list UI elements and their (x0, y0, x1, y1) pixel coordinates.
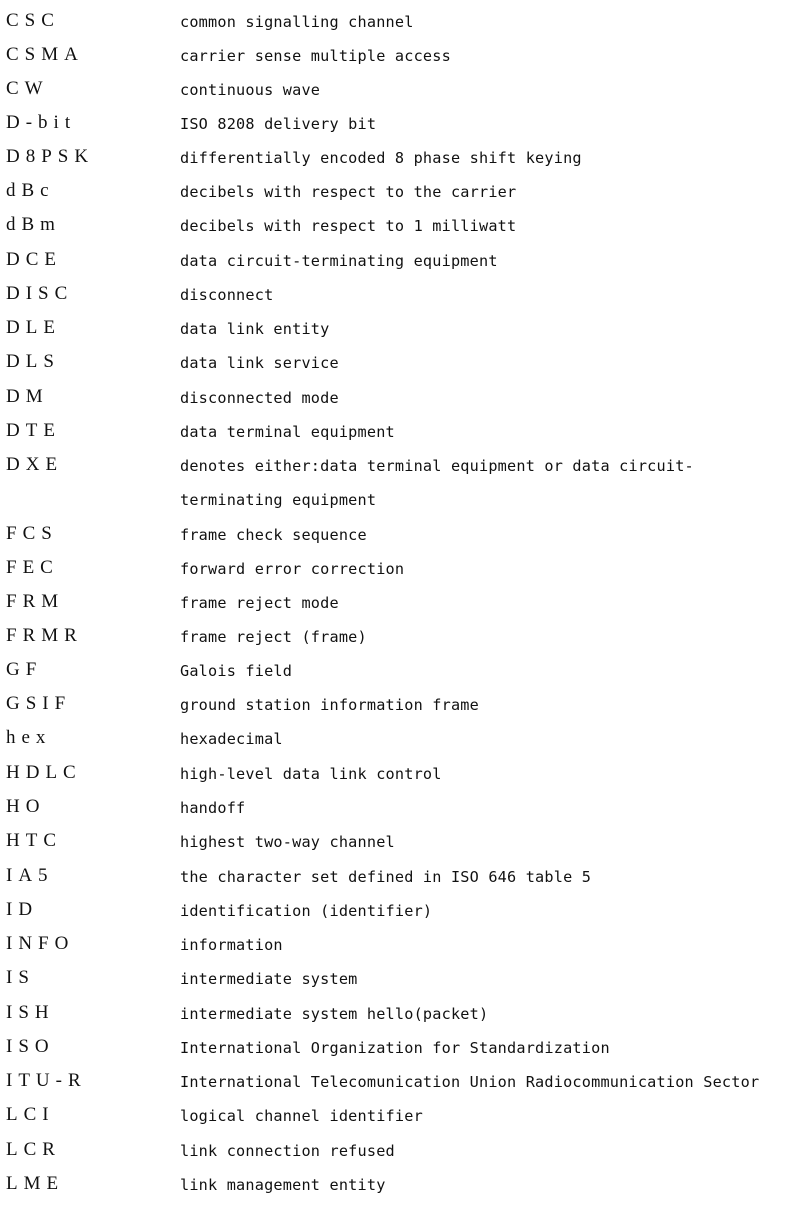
abbreviation: CSMA (6, 44, 84, 65)
definition: Galois field (180, 662, 293, 680)
definition: handoff (180, 799, 246, 817)
definition: the character set defined in ISO 646 table 5 (180, 868, 592, 886)
list-item (0, 454, 807, 522)
abbreviation: LME (6, 1173, 65, 1194)
definition: disconnect (180, 286, 274, 304)
abbreviation: CSC (6, 10, 60, 31)
definition: link connection refused (180, 1142, 395, 1160)
abbreviation: HDLC (6, 762, 82, 783)
definition: differentially encoded 8 phase shift keying (180, 149, 582, 167)
definition: decibels with respect to 1 milliwatt (180, 217, 517, 235)
definition: identification (identifier) (180, 902, 433, 920)
abbreviation: DM (6, 386, 49, 407)
definition: data link entity (180, 320, 330, 338)
definition: frame reject (frame) (180, 628, 367, 646)
definition: data link service (180, 354, 339, 372)
abbreviation: FRM (6, 591, 65, 612)
definition: highest two-way channel (180, 833, 395, 851)
list-item (0, 1104, 807, 1138)
abbreviation: FCS (6, 523, 58, 544)
abbreviation: DCE (6, 249, 62, 270)
definition: ISO 8208 delivery bit (180, 115, 377, 133)
abbreviation: GSIF (6, 693, 72, 714)
definition: frame reject mode (180, 594, 339, 612)
definition: denotes either:data terminal equipment or data circuit- terminating equipment (180, 457, 694, 509)
abbreviation: ISH (6, 1002, 55, 1023)
abbreviation: dBm (6, 214, 61, 235)
abbreviation: DLS (6, 351, 60, 372)
definition: carrier sense multiple access (180, 47, 451, 65)
abbreviation: DTE (6, 420, 61, 441)
list-item (0, 967, 807, 1001)
abbreviation: CW (6, 78, 49, 99)
definition: link management entity (180, 1176, 386, 1194)
abbreviation: FRMR (6, 625, 83, 646)
definition: common signalling channel (180, 13, 414, 31)
abbreviation: DLE (6, 317, 61, 338)
abbreviation: IS (6, 967, 35, 988)
abbreviation: INFO (6, 933, 75, 954)
abbreviation: ID (6, 899, 39, 920)
list-item (0, 727, 807, 761)
abbreviation: ISO (6, 1036, 55, 1057)
list-item (0, 214, 807, 248)
list-item (0, 351, 807, 385)
definition: high-level data link control (180, 765, 442, 783)
definition: intermediate system hello(packet) (180, 1005, 489, 1023)
abbreviation: LCI (6, 1104, 55, 1125)
abbreviation: FEC (6, 557, 59, 578)
definition: data circuit-terminating equipment (180, 252, 498, 270)
definition: logical channel identifier (180, 1107, 423, 1125)
definition: continuous wave (180, 81, 321, 99)
list-item (0, 830, 807, 864)
abbreviation: dBc (6, 180, 55, 201)
definition: forward error correction (180, 560, 405, 578)
abbreviation: HO (6, 796, 46, 817)
abbreviation: HTC (6, 830, 62, 851)
definition: information (180, 936, 283, 954)
abbreviation: ITU-R (6, 1070, 87, 1091)
abbreviation: D8PSK (6, 146, 95, 167)
definition: decibels with respect to the carrier (180, 183, 517, 201)
abbreviation: IA5 (6, 865, 54, 886)
abbreviation: LCR (6, 1139, 61, 1160)
definition: ground station information frame (180, 696, 479, 714)
definition: hexadecimal (180, 730, 283, 748)
abbreviation: GF (6, 659, 43, 680)
definition: disconnected mode (180, 389, 339, 407)
definition: International Telecomunication Union Radiocommunication Sector (180, 1073, 760, 1091)
definition: data terminal equipment (180, 423, 395, 441)
abbreviation: hex (6, 727, 52, 748)
abbreviation: DXE (6, 454, 64, 475)
abbreviation: D-bit (6, 112, 77, 133)
abbreviation: DISC (6, 283, 74, 304)
definition: frame check sequence (180, 526, 367, 544)
definition: International Organization for Standardization (180, 1039, 610, 1057)
definition: intermediate system (180, 970, 358, 988)
